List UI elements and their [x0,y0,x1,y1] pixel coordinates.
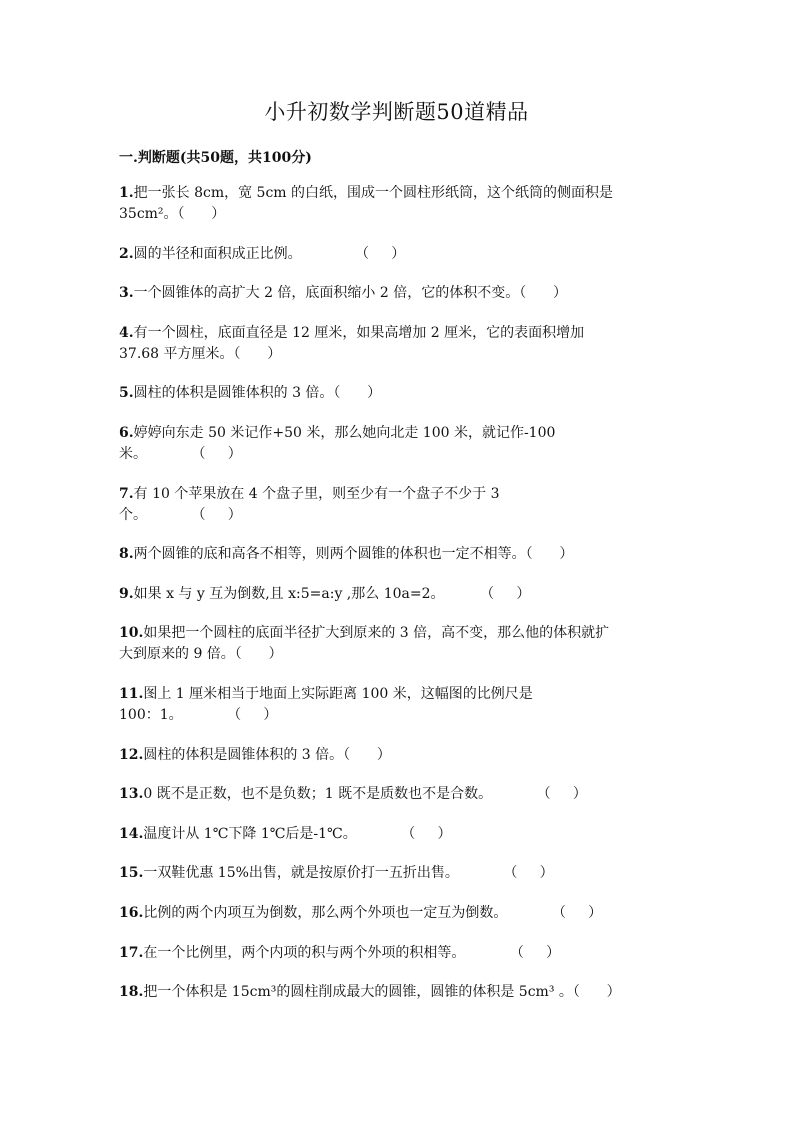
question-item [119,423,689,465]
question-text: 35cm²。（ ） [119,206,226,222]
question-number: 5. [119,385,134,402]
question-number: 8. [119,546,134,563]
question-item [119,684,689,726]
question-number: 13. [119,786,144,803]
question-number: 2. [119,245,134,262]
question-number: 3. [119,285,134,302]
question-number: 12. [119,746,144,763]
question-text: 在一个比例里，两个内项的积与两个外项的积相等。 （ ） [143,944,561,961]
question-number: 17. [119,944,144,961]
question-text: 大到原来的 9 倍。（ ） [119,646,283,663]
question-text: 比例的两个内项互为倒数，那么两个外项也一定互为倒数。 （ ） [143,904,603,921]
page-title: 小升初数学判断题50道精品 [264,100,529,124]
question-item [119,943,689,964]
question-number: 10. [119,625,144,642]
question-item [119,383,689,404]
question-item [119,623,689,665]
question-item [119,283,689,304]
question-item [119,745,689,766]
question-text: 温度计从 1℃下降 1℃后是-1℃。 （ ） [143,825,452,842]
question-item [119,244,689,265]
question-item [119,903,689,924]
question-item [119,584,689,605]
section-heading: 一.判断题(共50题，共100分) [119,150,312,166]
question-text: 个。 （ ） [119,506,242,523]
question-text: 图上 1 厘米相当于地面上实际距离 100 米，这幅图的比例尺是 [143,685,533,702]
question-text: 一个圆锥体的高扩大 2 倍，底面积缩小 2 倍，它的体积不变。（ ） [133,285,567,302]
question-text: 如果 x 与 y 互为倒数,且 x:5=a:y ,那么 10a=2。 （ ） [133,585,531,602]
question-item [119,784,689,805]
question-text: 圆柱的体积是圆锥体积的 3 倍。（ ） [143,746,391,763]
question-text: 100：1。 （ ） [119,706,278,723]
question-number: 7. [119,485,134,502]
question-number: 4. [119,324,134,341]
question-text: 婷婷向东走 50 米记作+50 米，那么她向北走 100 米，就记作-100 [133,424,556,441]
question-text: 0 既不是正数，也不是负数；1 既不是质数也不是合数。 （ ） [143,786,587,803]
question-item [119,982,689,1003]
question-text: 把一张长 8cm，宽 5cm 的白纸，围成一个圆柱形纸筒，这个纸筒的侧面积是 [133,185,614,201]
question-item [119,863,689,884]
question-item [119,544,689,565]
question-number: 14. [119,825,144,842]
question-number: 18. [119,984,144,1001]
question-number: 16. [119,904,144,921]
question-text: 如果把一个圆柱的底面半径扩大到原来的 3 倍，高不变，那么他的体积就扩 [143,625,610,642]
question-text: 圆柱的体积是圆锥体积的 3 倍。（ ） [133,385,382,402]
question-number: 9. [119,585,134,602]
question-item [119,484,689,526]
question-item [119,183,689,225]
question-list [119,183,689,1022]
question-text: 两个圆锥的底和高各不相等，则两个圆锥的体积也一定不相等。（ ） [133,546,574,563]
question-text: 米。 （ ） [119,445,242,462]
question-number: 6. [119,424,134,441]
question-text: 有 10 个苹果放在 4 个盘子里，则至少有一个盘子不少于 3 [133,485,500,502]
question-text: 把一个体积是 15cm³的圆柱削成最大的圆锥，圆锥的体积是 5cm³ 。（ ） [143,984,621,1001]
question-text: 37.68 平方厘米。（ ） [119,345,282,362]
question-number: 1. [119,185,134,201]
question-number: 11. [119,685,144,702]
question-item [119,323,689,365]
question-item [119,824,689,845]
question-text: 一双鞋优惠 15%出售，就是按原价打一五折出售。 （ ） [143,865,554,882]
question-text: 圆的半径和面积成正比例。 （ ） [133,245,406,262]
question-number: 15. [119,865,144,882]
question-text: 有一个圆柱，底面直径是 12 厘米，如果高增加 2 厘米，它的表面积增加 [133,324,585,341]
